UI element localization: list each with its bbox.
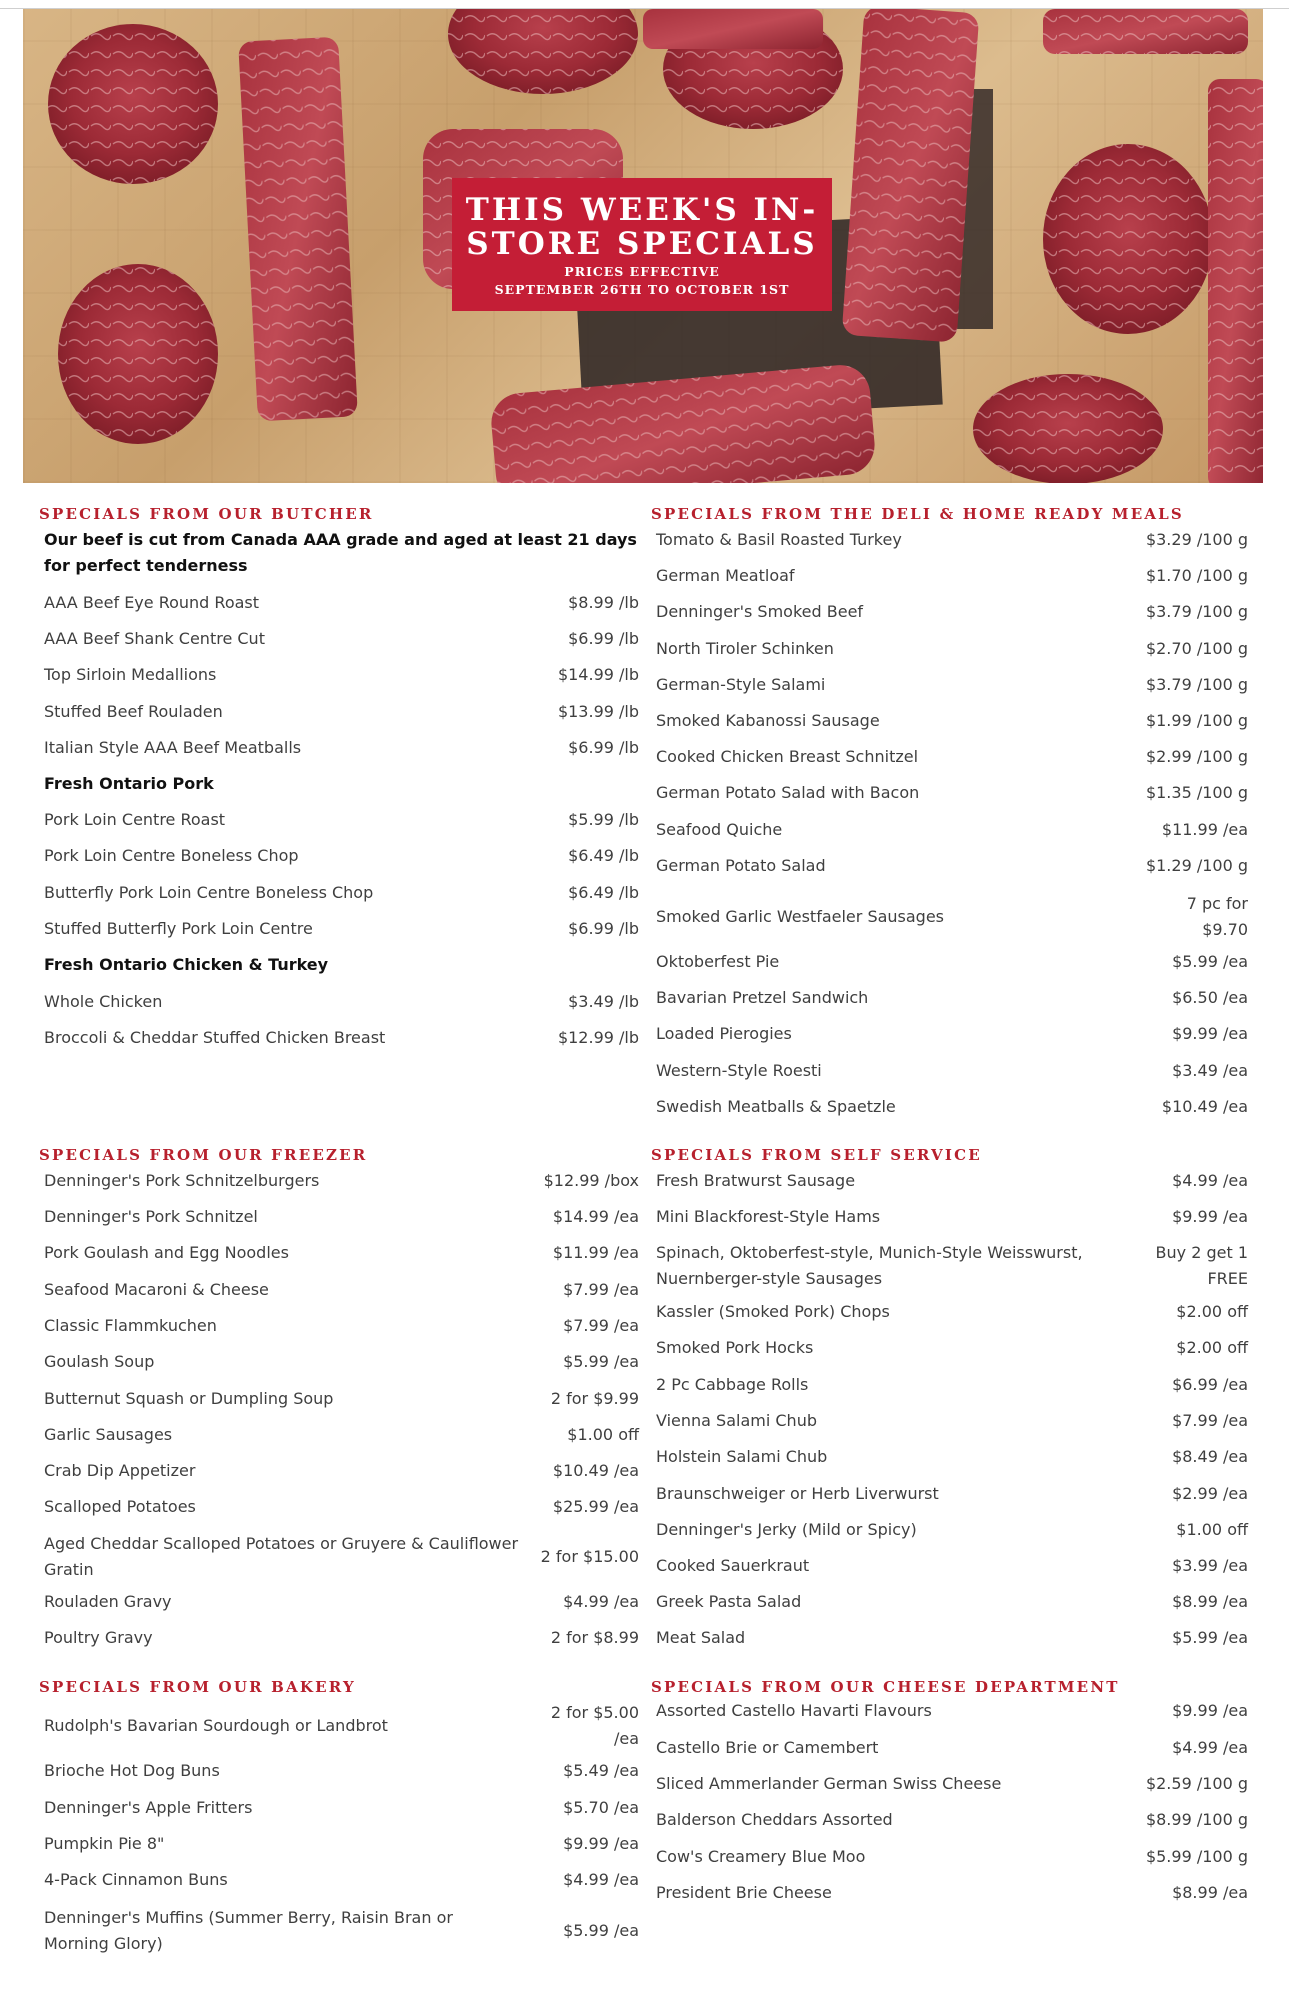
item-name: Smoked Pork Hocks: [656, 1338, 814, 1357]
item-name: Oktoberfest Pie: [656, 952, 780, 971]
list-item: [44, 1831, 639, 1857]
item-price: $11.99 /ea: [1161, 820, 1248, 839]
item-price: $14.99 /lb: [557, 665, 639, 684]
list-item: [656, 985, 1248, 1011]
item-price: $5.99 /ea: [563, 1921, 639, 1940]
list-item: [656, 1094, 1248, 1120]
list-item: [44, 1349, 639, 1375]
item-name: German-Style Salami: [656, 675, 826, 694]
item-price: 2 for $8.99: [550, 1628, 639, 1647]
item-name: Assorted Castello Havarti Flavours: [656, 1701, 932, 1720]
self-service-section: [651, 1146, 1251, 1656]
item-price: $12.99 /box: [543, 1171, 639, 1190]
item-price: $13.99 /lb: [557, 702, 639, 721]
list-item: [656, 1299, 1248, 1325]
list-item: [44, 989, 639, 1015]
item-name: Mini Blackforest-Style Hams: [656, 1207, 881, 1226]
item-price: $8.99 /ea: [1172, 1883, 1248, 1902]
item-name: Brioche Hot Dog Buns: [44, 1761, 220, 1780]
item-name: Crab Dip Appetizer: [44, 1461, 196, 1480]
list-item: [44, 880, 639, 906]
item-name: Smoked Kabanossi Sausage: [656, 711, 880, 730]
list-item: [656, 1335, 1248, 1361]
banner-title-line2: STORE SPECIALS: [466, 226, 818, 262]
item-name: Denninger's Smoked Beef: [656, 602, 864, 621]
item-name: Denninger's Pork Schnitzelburgers: [44, 1171, 320, 1190]
item-name: Cow's Creamery Blue Moo: [656, 1847, 866, 1866]
item-price: $6.99 /lb: [568, 738, 639, 757]
item-price: $7.99 /ea: [563, 1316, 639, 1335]
item-price: $2.59 /100 g: [1145, 1774, 1248, 1793]
item-name: President Brie Cheese: [656, 1883, 832, 1902]
item-price: $5.70 /ea: [563, 1798, 639, 1817]
section-title: SPECIALS FROM THE DELI & HOME READY MEALS: [651, 505, 1184, 523]
top-divider: [0, 0, 1289, 9]
item-name: Spinach, Oktoberfest-style, Munich-Style Weisswurst, Nuernberger-style Sausages: [656, 1243, 1083, 1288]
item-name: Classic Flammkuchen: [44, 1316, 217, 1335]
item-name: Garlic Sausages: [44, 1425, 173, 1444]
item-price: $2.00 off: [1176, 1338, 1248, 1357]
butcher-intro: Our beef is cut from Canada AAA grade and aged at least 21 days for perfect tenderness: [44, 530, 637, 575]
item-name: Whole Chicken: [44, 992, 163, 1011]
list-item: [44, 735, 639, 761]
section-title: SPECIALS FROM OUR CHEESE DEPARTMENT: [651, 1678, 1120, 1696]
item-price: $8.99 /100 g: [1145, 1810, 1248, 1829]
item-name: 2 Pc Cabbage Rolls: [656, 1375, 809, 1394]
item-price: $5.49 /ea: [563, 1761, 639, 1780]
item-name: Butternut Squash or Dumpling Soup: [44, 1389, 334, 1408]
list-item: [656, 1771, 1248, 1797]
list-item: [44, 1313, 639, 1339]
banner-title-line1: THIS WEEK'S IN-: [465, 192, 819, 228]
item-price: $14.99 /ea: [552, 1207, 639, 1226]
list-item: [44, 1589, 639, 1615]
item-price: 2 for $15.00: [540, 1547, 639, 1566]
item-name: Greek Pasta Salad: [656, 1592, 802, 1611]
item-price: $6.50 /ea: [1172, 988, 1248, 1007]
item-name: Denninger's Jerky (Mild or Spicy): [656, 1520, 917, 1539]
list-item: [656, 1589, 1248, 1615]
list-item: [656, 1553, 1248, 1579]
item-price: $2.00 off: [1176, 1302, 1248, 1321]
item-name: Denninger's Apple Fritters: [44, 1798, 253, 1817]
item-name: German Potato Salad: [656, 856, 826, 875]
item-name: Pork Loin Centre Roast: [44, 810, 226, 829]
item-name: Castello Brie or Camembert: [656, 1738, 879, 1757]
list-item: [656, 1517, 1248, 1543]
item-price: $8.49 /ea: [1172, 1447, 1248, 1466]
item-price: $9.99 /ea: [1172, 1024, 1248, 1043]
item-name: Braunschweiger or Herb Liverwurst: [656, 1484, 939, 1503]
list-item: [44, 1625, 639, 1651]
list-item: [656, 1021, 1248, 1047]
item-name: Kassler (Smoked Pork) Chops: [656, 1302, 890, 1321]
list-item: [44, 1905, 639, 1957]
item-name: Bavarian Pretzel Sandwich: [656, 988, 869, 1007]
item-name: Meat Salad: [656, 1628, 746, 1647]
item-price: $2.99 /100 g: [1145, 747, 1248, 766]
list-item: [44, 590, 639, 616]
list-item: [656, 853, 1248, 879]
item-name: Scalloped Potatoes: [44, 1497, 196, 1516]
list-item: [656, 1880, 1248, 1906]
specials-banner: [452, 178, 832, 311]
subheading-pork: Fresh Ontario Pork: [44, 774, 214, 793]
item-name: Swedish Meatballs & Spaetzle: [656, 1097, 896, 1116]
item-price: $5.99 /100 g: [1145, 1847, 1248, 1866]
item-price: 7 pc for $9.70: [1186, 894, 1248, 939]
list-item: [656, 563, 1248, 589]
list-item: [44, 807, 639, 833]
item-name: German Potato Salad with Bacon: [656, 783, 920, 802]
item-name: Broccoli & Cheddar Stuffed Chicken Breast: [44, 1028, 386, 1047]
list-item: [656, 1807, 1248, 1833]
item-price: $3.99 /ea: [1172, 1556, 1248, 1575]
list-item: [656, 1444, 1248, 1470]
list-item: [656, 708, 1248, 734]
list-item: [44, 626, 639, 652]
list-item: [44, 662, 639, 688]
item-price: $1.99 /100 g: [1145, 711, 1248, 730]
deli-section: [651, 505, 1251, 1125]
item-name: German Meatloaf: [656, 566, 795, 585]
list-item: [44, 1795, 639, 1821]
item-name: Balderson Cheddars Assorted: [656, 1810, 893, 1829]
bakery-section: [39, 1678, 639, 1978]
list-item: [44, 1458, 639, 1484]
item-price: 2 for $5.00 /ea: [550, 1703, 639, 1748]
item-price: $7.99 /ea: [563, 1280, 639, 1299]
item-name: Italian Style AAA Beef Meatballs: [44, 738, 302, 757]
item-name: Pork Loin Centre Boneless Chop: [44, 846, 299, 865]
item-name: Seafood Macaroni & Cheese: [44, 1280, 269, 1299]
item-name: Sliced Ammerlander German Swiss Cheese: [656, 1774, 1002, 1793]
item-price: $5.99 /ea: [563, 1352, 639, 1371]
item-price: $2.70 /100 g: [1145, 639, 1248, 658]
list-item: [44, 1494, 639, 1520]
item-name: Pork Goulash and Egg Noodles: [44, 1243, 289, 1262]
list-item: [656, 599, 1248, 625]
item-price: $7.99 /ea: [1172, 1411, 1248, 1430]
section-title: SPECIALS FROM OUR BUTCHER: [39, 505, 374, 523]
item-price: $4.99 /ea: [563, 1592, 639, 1611]
item-name: 4-Pack Cinnamon Buns: [44, 1870, 228, 1889]
item-name: Rudolph's Bavarian Sourdough or Landbrot: [44, 1716, 388, 1735]
item-price: $1.70 /100 g: [1145, 566, 1248, 585]
list-item: [656, 672, 1248, 698]
subheading-chicken: Fresh Ontario Chicken & Turkey: [44, 955, 329, 974]
item-price: $9.99 /ea: [1172, 1207, 1248, 1226]
item-price: $2.99 /ea: [1172, 1484, 1248, 1503]
item-price: $10.49 /ea: [552, 1461, 639, 1480]
list-item: [44, 1025, 639, 1051]
item-price: $12.99 /lb: [557, 1028, 639, 1047]
list-item: [656, 1625, 1248, 1651]
item-price: $1.00 off: [1176, 1520, 1248, 1539]
item-name: Cooked Chicken Breast Schnitzel: [656, 747, 919, 766]
item-name: Smoked Garlic Westfaeler Sausages: [656, 907, 945, 926]
hero-image: [23, 9, 1263, 483]
list-item: [656, 1408, 1248, 1434]
section-title: SPECIALS FROM OUR FREEZER: [39, 1146, 368, 1164]
list-item: [656, 1204, 1248, 1230]
item-price: $4.99 /ea: [1172, 1171, 1248, 1190]
list-item: [44, 1204, 639, 1230]
list-item: [44, 1386, 639, 1412]
item-name: Cooked Sauerkraut: [656, 1556, 810, 1575]
item-name: Top Sirloin Medallions: [44, 665, 217, 684]
item-name: Rouladen Gravy: [44, 1592, 172, 1611]
item-name: AAA Beef Eye Round Roast: [44, 593, 260, 612]
banner-sub-line1: PRICES EFFECTIVE: [564, 264, 720, 279]
item-price: $11.99 /ea: [552, 1243, 639, 1262]
item-name: Poultry Gravy: [44, 1628, 153, 1647]
item-price: $9.99 /ea: [563, 1834, 639, 1853]
item-price: $4.99 /ea: [1172, 1738, 1248, 1757]
list-item: [656, 636, 1248, 662]
item-price: $25.99 /ea: [552, 1497, 639, 1516]
item-price: $9.99 /ea: [1172, 1701, 1248, 1720]
list-item: [44, 916, 639, 942]
item-price: $4.99 /ea: [563, 1870, 639, 1889]
list-item: [656, 744, 1248, 770]
cheese-section: [651, 1678, 1251, 1938]
item-price: $5.99 /lb: [568, 810, 639, 829]
item-price: $10.49 /ea: [1161, 1097, 1248, 1116]
list-item: [656, 1372, 1248, 1398]
list-item: [656, 1735, 1248, 1761]
list-item: [656, 780, 1248, 806]
list-item: [44, 1531, 639, 1583]
item-price: $1.00 off: [567, 1425, 639, 1444]
list-item: [44, 1700, 639, 1752]
list-item: [656, 1058, 1248, 1084]
item-name: North Tiroler Schinken: [656, 639, 834, 658]
item-price: $1.35 /100 g: [1145, 783, 1248, 802]
item-price: $8.99 /ea: [1172, 1592, 1248, 1611]
list-item: [656, 817, 1248, 843]
list-item: [44, 1240, 639, 1266]
item-name: Seafood Quiche: [656, 820, 783, 839]
item-name: Vienna Salami Chub: [656, 1411, 817, 1430]
item-name: AAA Beef Shank Centre Cut: [44, 629, 265, 648]
item-price: $1.29 /100 g: [1145, 856, 1248, 875]
list-item: [44, 1867, 639, 1893]
list-item: [44, 843, 639, 869]
item-name: Denninger's Muffins (Summer Berry, Raisin Bran or Morning Glory): [44, 1908, 453, 1953]
list-item: [656, 1240, 1248, 1292]
item-name: Fresh Bratwurst Sausage: [656, 1171, 856, 1190]
item-price: $5.99 /ea: [1172, 952, 1248, 971]
list-item: [44, 1277, 639, 1303]
item-price: $3.49 /lb: [568, 992, 639, 1011]
butcher-section: [39, 505, 639, 1065]
list-item: [656, 1168, 1248, 1194]
item-name: Western-Style Roesti: [656, 1061, 822, 1080]
item-name: Loaded Pierogies: [656, 1024, 792, 1043]
item-price: $6.99 /lb: [568, 919, 639, 938]
list-item: [656, 1481, 1248, 1507]
list-item: [44, 699, 639, 725]
list-item: [44, 1168, 639, 1194]
list-item: [44, 1422, 639, 1448]
freezer-section: [39, 1146, 639, 1656]
item-price: 2 for $9.99: [550, 1389, 639, 1408]
item-price: $3.49 /ea: [1172, 1061, 1248, 1080]
item-name: Stuffed Beef Rouladen: [44, 702, 223, 721]
item-price: $6.49 /lb: [568, 883, 639, 902]
list-item: [656, 1844, 1248, 1870]
list-item: [656, 1698, 1248, 1724]
list-item: [656, 891, 1248, 943]
item-name: Holstein Salami Chub: [656, 1447, 828, 1466]
item-price: $3.79 /100 g: [1145, 602, 1248, 621]
item-price: $3.29 /100 g: [1145, 530, 1248, 549]
item-price: Buy 2 get 1 FREE: [1155, 1243, 1248, 1288]
item-price: $3.79 /100 g: [1145, 675, 1248, 694]
list-item: [656, 949, 1248, 975]
section-title: SPECIALS FROM SELF SERVICE: [651, 1146, 982, 1164]
item-name: Aged Cheddar Scalloped Potatoes or Gruyere & Cauliflower Gratin: [44, 1534, 519, 1579]
item-price: $6.49 /lb: [568, 846, 639, 865]
item-name: Butterfly Pork Loin Centre Boneless Chop: [44, 883, 374, 902]
section-title: SPECIALS FROM OUR BAKERY: [39, 1678, 356, 1696]
list-item: [656, 527, 1248, 553]
item-price: $8.99 /lb: [568, 593, 639, 612]
item-price: $5.99 /ea: [1172, 1628, 1248, 1647]
list-item: [44, 1758, 639, 1784]
item-price: $6.99 /lb: [568, 629, 639, 648]
banner-sub-line2: SEPTEMBER 26TH TO OCTOBER 1ST: [494, 282, 790, 297]
item-name: Denninger's Pork Schnitzel: [44, 1207, 258, 1226]
item-price: $6.99 /ea: [1172, 1375, 1248, 1394]
item-name: Pumpkin Pie 8": [44, 1834, 165, 1853]
item-name: Goulash Soup: [44, 1352, 155, 1371]
item-name: Tomato & Basil Roasted Turkey: [656, 530, 902, 549]
item-name: Stuffed Butterfly Pork Loin Centre: [44, 919, 313, 938]
